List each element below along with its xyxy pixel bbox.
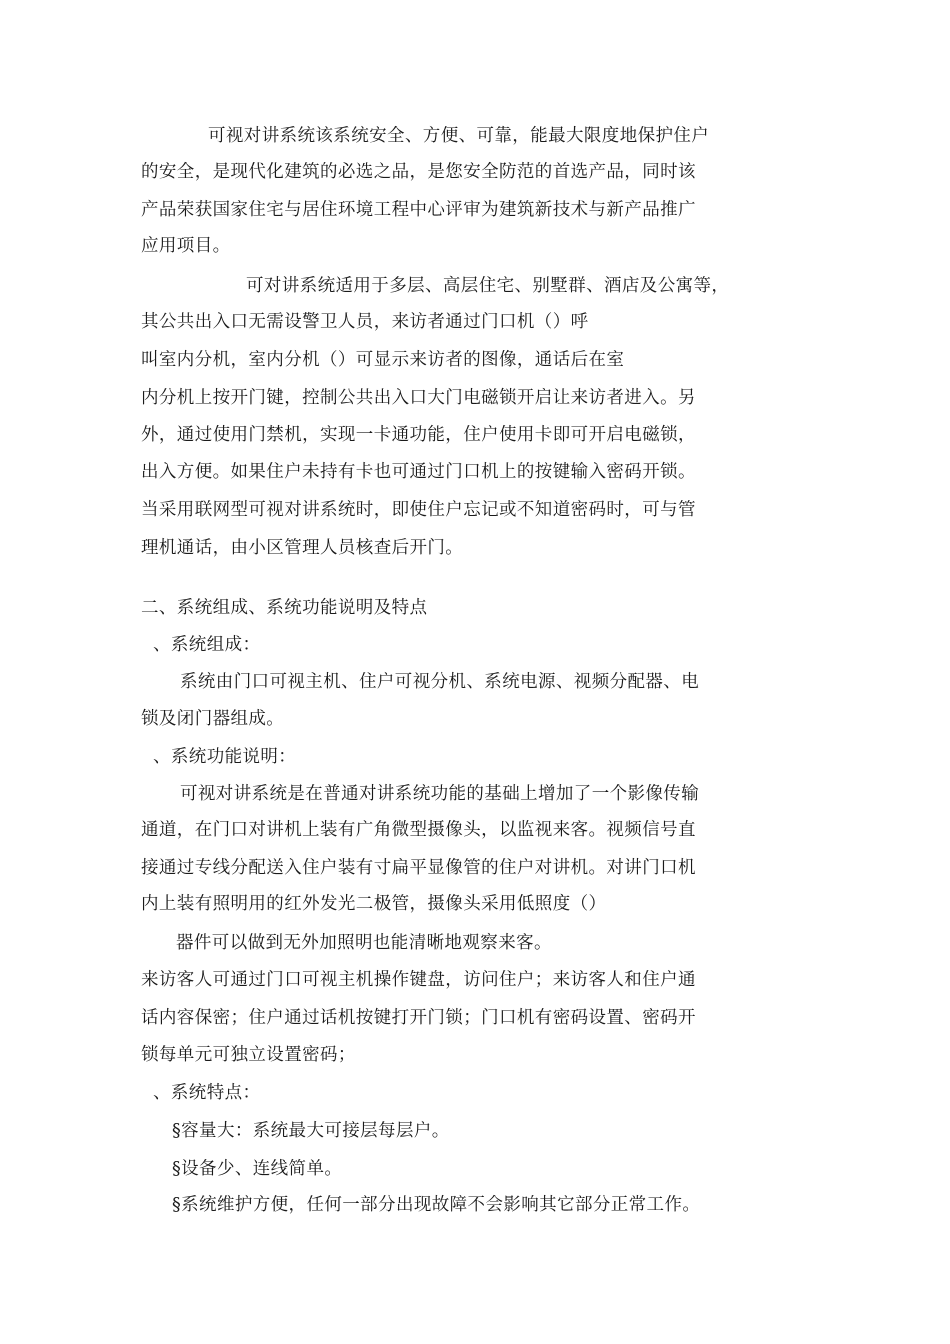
text-line: 话内容保密；住户通过话机按键打开门锁；门口机有密码设置、密码开 bbox=[141, 1008, 696, 1028]
text-line: 锁每单元可独立设置密码； bbox=[141, 1045, 356, 1065]
text-line: 的安全，是现代化建筑的必选之品，是您安全防范的首选产品，同时该 bbox=[141, 162, 696, 182]
text-line: 应用项目。 bbox=[141, 236, 231, 256]
text-line: 叫室内分机，室内分机（）可显示来访者的图像，通话后在室 bbox=[141, 350, 625, 370]
text-line: 锁及闭门器组成。 bbox=[141, 709, 285, 729]
list-item: §容量大：系统最大可接层每层户。 bbox=[172, 1121, 450, 1141]
subsection-heading: 、系统组成： bbox=[153, 635, 261, 655]
subsection-heading: 、系统特点： bbox=[153, 1083, 261, 1103]
text-line: 理机通话，由小区管理人员核查后开门。 bbox=[141, 538, 464, 558]
section-heading: 二、系统组成、系统功能说明及特点 bbox=[141, 598, 428, 618]
list-item: §系统维护方便，任何一部分出现故障不会影响其它部分正常工作。 bbox=[172, 1195, 701, 1215]
text-line: 接通过专线分配送入住户装有寸扁平显像管的住户对讲机。对讲门口机 bbox=[141, 858, 696, 878]
text-line: 内上装有照明用的红外发光二极管，摄像头采用低照度（） bbox=[141, 894, 607, 914]
list-item: §设备少、连线简单。 bbox=[172, 1159, 343, 1179]
subsection-heading: 、系统功能说明： bbox=[153, 747, 297, 767]
text-line: 来访客人可通过门口可视主机操作键盘，访问住户；来访客人和住户通 bbox=[141, 970, 696, 990]
text-line: 通道，在门口对讲机上装有广角微型摄像头，以监视来客。视频信号直 bbox=[141, 820, 696, 840]
text-line: 内分机上按开门键，控制公共出入口大门电磁锁开启让来访者进入。另 bbox=[141, 388, 696, 408]
text-line: 器件可以做到无外加照明也能清晰地观察来客。 bbox=[176, 933, 552, 953]
text-line: 当采用联网型可视对讲系统时，即使住户忘记或不知道密码时，可与管 bbox=[141, 500, 696, 520]
text-line: 外，通过使用门禁机，实现一卡通功能，住户使用卡即可开启电磁锁， bbox=[141, 425, 696, 445]
text-line: 系统由门口可视主机、住户可视分机、系统电源、视频分配器、电 bbox=[180, 672, 700, 692]
text-line: 产品荣获国家住宅与居住环境工程中心评审为建筑新技术与新产品推广 bbox=[141, 200, 696, 220]
text-line: 可对讲系统适用于多层、高层住宅、别墅群、酒店及公寓等， bbox=[246, 276, 730, 296]
text-line: 可视对讲系统是在普通对讲系统功能的基础上增加了一个影像传输 bbox=[180, 784, 700, 804]
text-line: 其公共出入口无需设警卫人员，来访者通过门口机（）呼 bbox=[141, 312, 589, 332]
text-line: 出入方便。如果住户未持有卡也可通过门口机上的按键输入密码开锁。 bbox=[141, 462, 696, 482]
text-line: 可视对讲系统该系统安全、方便、可靠，能最大限度地保护住户 bbox=[208, 126, 710, 146]
